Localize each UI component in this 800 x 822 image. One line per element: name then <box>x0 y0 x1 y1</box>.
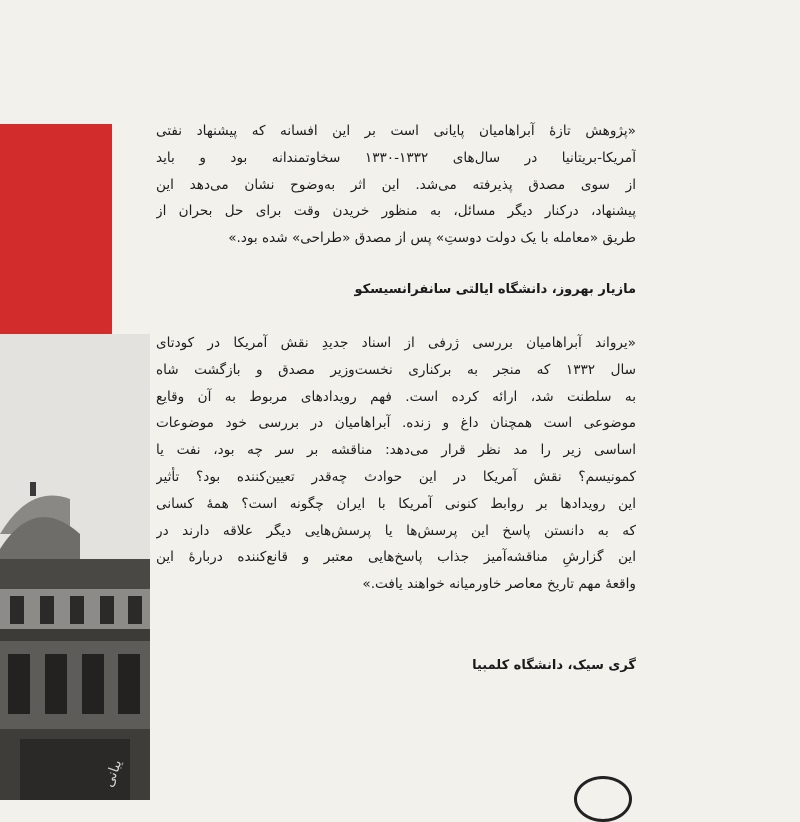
quote-line: این رویدادها بر روابط کنونی آمریکا با ایران چگونه است؟ همهٔ کسانی <box>156 495 636 512</box>
endorsement-attribution-1: مازیار بهروز، دانشگاه ایالتی سانفرانسیسکو <box>354 282 636 297</box>
quote-line: طریق «معامله با یک دولت دوستِ» پس از مصدق «طراحی» شده بود.» <box>228 230 636 247</box>
quote-line: کمونیسم؟ نقش آمریکا در این حوادث چه‌قدر تعیین‌کننده بود؟ تأثیر <box>156 468 636 485</box>
quote-line: به سلطنت شد، ارائه کرده است. فهم رویدادهای مربوط به آن وقایع <box>156 388 636 405</box>
endorsement-attribution-2: گری سیک، دانشگاه کلمبیا <box>472 658 636 673</box>
quote-line: از سوی مصدق پذیرفته می‌شد. این اثر به‌وضوح نشان می‌دهد این <box>156 176 636 193</box>
red-cover-band <box>0 124 112 334</box>
spine-title-fragment: یبانی <box>100 757 126 790</box>
endorsement-quote-2 <box>156 330 636 598</box>
quote-line: اساسی زیر را مد نظر قرار می‌دهد: مناقشه بر سر چه بود، نفت یا <box>156 442 636 459</box>
quote-line: که به دانستن پاسخ این پرسش‌ها یا پرسش‌هایی دیگر علاقه دارند در <box>156 522 636 539</box>
quote-line: «پژوهش تازهٔ آبراهامیان پایانی است بر این افسانه که پیشنهاد نفتی <box>156 123 636 139</box>
quote-line: آمریکا-بریتانیا در سال‌های ۱۳۳۲-۱۳۳۰ سخاوتمندانه بود و باید <box>156 149 636 166</box>
quote-line: «یرواند آبراهامیان بررسی ژرفی از اسناد جدیدِ نقش آمریکا در کودتای <box>156 335 636 351</box>
quote-line: سال ۱۳۳۲ که منجر به برکناری نخست‌وزیر مصدق و بازگشت شاه <box>156 361 636 378</box>
quote-line: پیشنهاد، درکنار دیگر مسائل، به منظور خریدن وقت برای حل بحران از <box>156 203 636 220</box>
building-illustration <box>0 334 150 800</box>
quote-line: واقعهٔ مهم تاریخ معاصر خاورمیانه خواهند یافت.» <box>362 576 636 593</box>
building-photo <box>0 334 150 800</box>
publisher-logo-icon <box>574 776 632 822</box>
endorsement-quote-1 <box>156 118 636 252</box>
quote-line: این گزارشِ مناقشه‌آمیز جذاب پاسخ‌هایی معتبر و قانع‌کننده دربارهٔ این <box>156 549 636 566</box>
quote-line: موضوعی است همچنان داغ و زنده. آبراهامیان در بررسی خود موضوعات <box>156 415 636 432</box>
